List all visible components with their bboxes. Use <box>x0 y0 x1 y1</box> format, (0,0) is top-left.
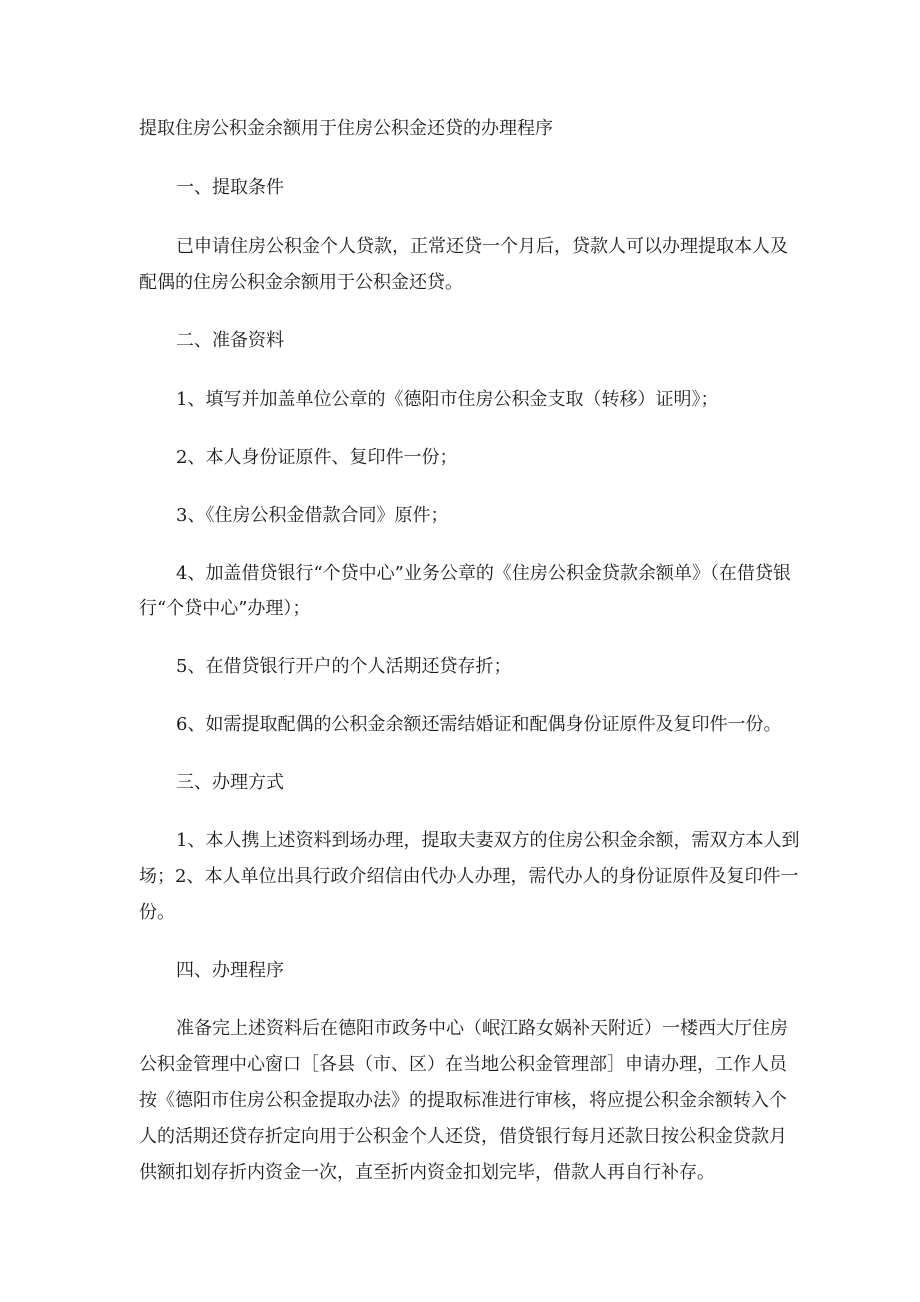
list-item: 3、《住房公积金借款合同》原件； <box>176 505 449 526</box>
section-heading-methods: 三、办理方式 <box>176 772 284 793</box>
list-item: 2、本人身份证原件、复印件一份； <box>176 447 458 468</box>
paragraph-line: 按《德阳市住房公积金提取办法》的提取标准进行审核，将应提公积金余额转入个 <box>139 1090 787 1111</box>
list-item: 5、在借贷银行开户的个人活期还贷存折； <box>176 656 512 677</box>
paragraph-line: 已申请住房公积金个人贷款，正常还贷一个月后，贷款人可以办理提取本人及 <box>176 236 788 257</box>
list-item: 4、加盖借贷银行“个贷中心”业务公章的《住房公积金贷款余额单》（在借贷银 <box>176 563 791 584</box>
list-item-continuation: 行“个贷中心”办理）； <box>139 598 311 619</box>
paragraph-line: 配偶的住房公积金余额用于公积金还贷。 <box>139 272 463 293</box>
section-heading-procedure: 四、办理程序 <box>176 960 284 981</box>
paragraph-line: 公积金管理中心窗口［各县（市、区）在当地公积金管理部］申请办理，工作人员 <box>139 1054 787 1075</box>
paragraph-line: 准备完上述资料后在德阳市政务中心（岷江路女娲补天附近）一楼西大厅住房 <box>176 1018 788 1039</box>
section-heading-conditions: 一、提取条件 <box>176 177 284 198</box>
document-title: 提取住房公积金余额用于住房公积金还贷的办理程序 <box>139 118 553 139</box>
list-item: 1、填写并加盖单位公章的《德阳市住房公积金支取（转移）证明》； <box>176 389 719 410</box>
section-heading-materials: 二、准备资料 <box>176 330 284 351</box>
paragraph-line: 1、本人携上述资料到场办理，提取夫妻双方的住房公积金余额，需双方本人到 <box>176 830 800 851</box>
paragraph-line: 场；2、本人单位出具行政介绍信由代办人办理，需代办人的身份证原件及复印件一 <box>139 866 799 887</box>
paragraph-line: 份。 <box>139 902 175 923</box>
paragraph-line: 供额扣划存折内资金一次，直至折内资金扣划完毕，借款人再自行补存。 <box>139 1162 715 1183</box>
paragraph-line: 人的活期还贷存折定向用于公积金个人还贷，借贷银行每月还款日按公积金贷款月 <box>139 1126 787 1147</box>
list-item: 6、如需提取配偶的公积金余额还需结婚证和配偶身份证原件及复印件一份。 <box>176 714 782 735</box>
